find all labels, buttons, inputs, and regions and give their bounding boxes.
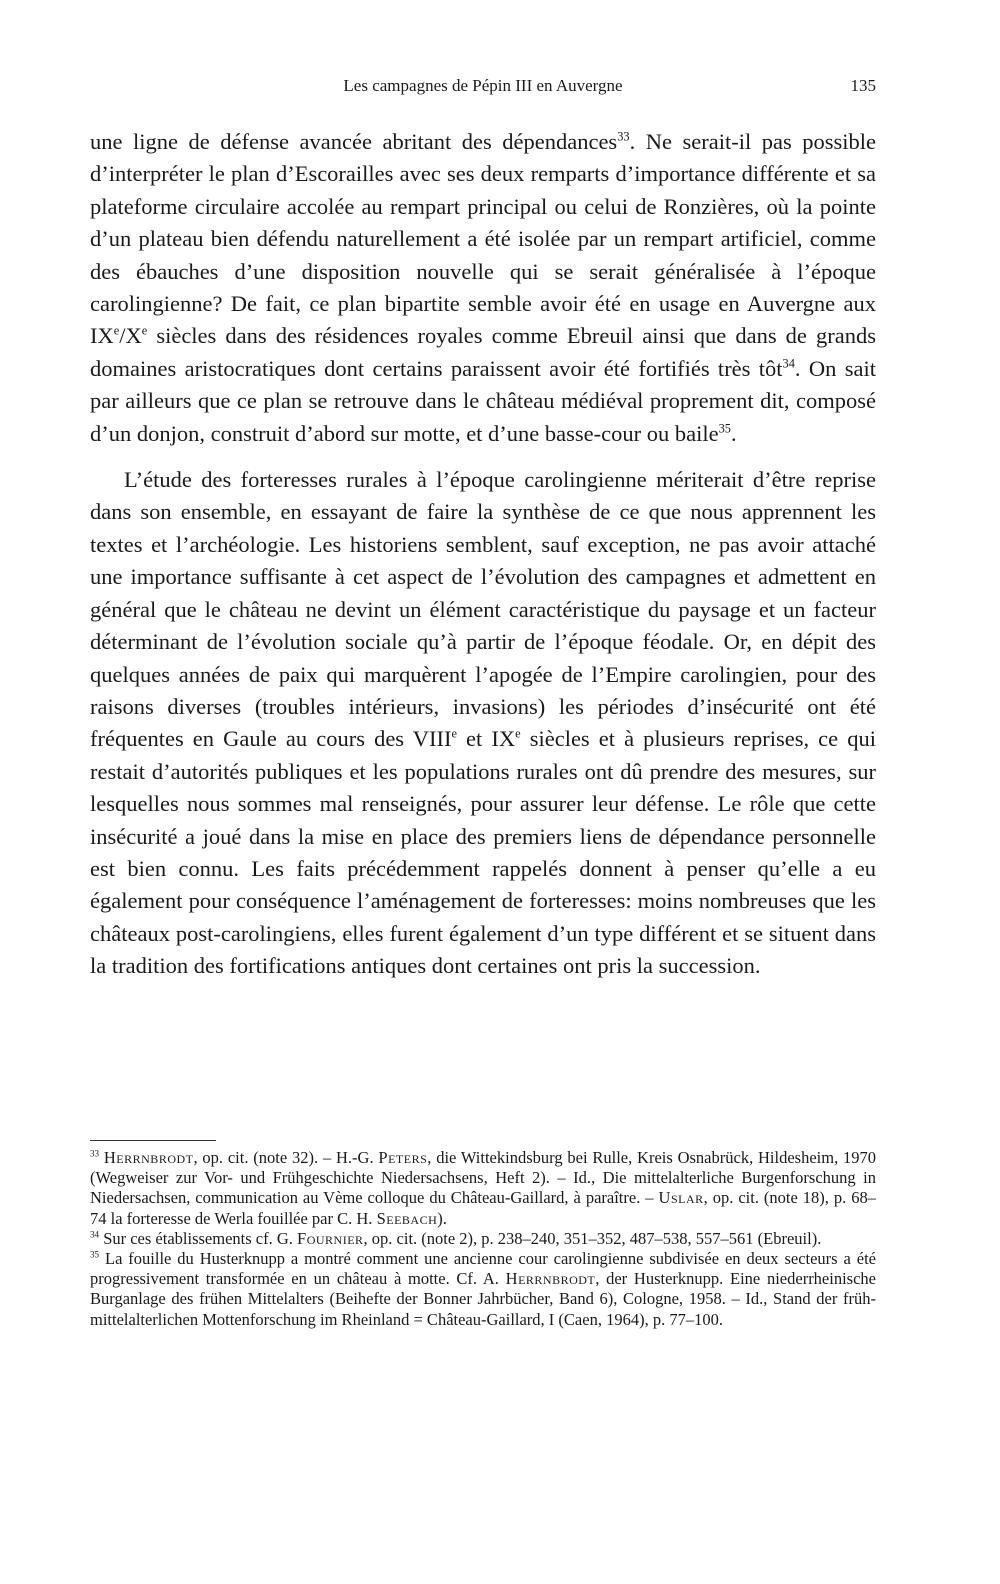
footnote-34: $^{34}$ Sur ces établissements cf. G. Fournier, op. cit. (note 2), p. 238–240, 351–352, 487–538, 557–561 (Ebreuil). [90, 1228, 822, 1248]
footnote-separator [90, 1140, 216, 1141]
footnote-ref-35: 35 [718, 421, 731, 436]
footnote-ref-34: 34 [782, 356, 795, 371]
footnote-number: 34 [90, 1229, 100, 1240]
paragraph-2: L’étude des forteresses rurales à l’époque carolingienne mériterait d’être reprise dans son ensemble, en essayant de faire la synthèse de ce que nous apprennent les textes et l’archéologie. Les historiens semblent, sauf exception, ne pas avoir attaché une importance suffisante à cet aspect de l’évolution des campagnes et admettent en général que le château ne devint un élément caractéristique du paysage et un facteur déterminant de l’évolution sociale qu’à partir de l’époque féodale. Or, en dépit des quelques années de paix qui marquèrent l’apogée de l’Empire carolingien, pour des raisons diverses (troubles intérieurs, invasions) les périodes d’insécurité ont été fréquentes en Gaule au cours des VIIIe et IXe siècles et à plusieurs reprises, ce qui restait d’autorités publiques et les populations rurales ont dû prendre des mesures, sur lesquelles nous sommes mal renseignés, pour assurer leur défense. Le rôle que cette insécurité a joué dans la mise en place des premiers liens de dépendance personnelle est bien connu. Les faits précédemment rappelés donnent à penser qu’elle a eu également pour conséquence l’aménagement de forteresses: moins nombreuses que les châteaux post-carolingiens, elles furent également d’un type différent et se situent dans la tradition des fortifications antiques dont certaines ont pris la succession. [90, 467, 876, 979]
footnote-number: 35 [90, 1249, 100, 1260]
footnote-number: 33 [90, 1148, 100, 1159]
footnote-35: $^{35}$ La fouille du Husterknupp a montré comment une ancienne cour carolingienne subdivisée en deux secteurs a été progressivement transformée en un château à motte. Cf. A. Herrnbrodt, der Husterknupp. Eine niederrheinische Burganlage des frühen Mittelalters (Beihefte der Bonner Jahrbücher, Band 6), Cologne, 1958. – Id., Stand der frühmittelalterlichen Mottenforschung im Rheinland = Château-Gaillard, I (Caen, 1964), p. 77–100. [90, 1249, 876, 1329]
page-header [90, 76, 876, 104]
footnote-33: $^{33}$ Herrnbrodt, op. cit. (note 32). – H.-G. Peters, die Wittekindsburg bei Rulle, Kreis Osnabrück, Hildesheim, 1970 (Wegweiser zur Vor- und Frühgeschichte Niedersachsens, Heft 2). – Id., Die mittelalterliche Burgenforschung in Niedersachsen, communication au Vème colloque du Château-Gaillard, à paraître. – Uslar, op. cit. (note 18), p. 68–74 la forteresse de Werla fouillée par C. H. Seebach). [90, 1148, 877, 1228]
paragraph-1: une ligne de défense avancée abritant des dépendances$^{33}$. Ne serait-il pas possible d’interpréter le plan d’Escorailles avec ses deux remparts d’importance différente et sa plateforme circulaire accolée au rempart principal ou celui de Ronzières, où la pointe d’un plateau bien défendu naturellement a été isolée par un rempart artificiel, comme des ébauches d’une disposition nouvelle qui se serait généralisée à l’époque carolingienne? De fait, ce plan bipartite semble avoir été en usage en Auvergne aux IXe/Xe siècles dans des résidences royales comme Ebreuil ainsi que dans de grands domaines aristocratiques dont certains paraissent avoir été fortifiés très tôt$^{34}$. On sait par ailleurs que ce plan se retrouve dans le château médiéval proprement dit, composé d’un donjon, construit d’abord sur motte, et d’une basse-cour ou baile$^{35}$. [90, 129, 876, 446]
main-text [90, 126, 876, 983]
footnotes [90, 1148, 876, 1330]
footnote-ref-33: 33 [617, 129, 630, 144]
running-title: Les campagnes de Pépin III en Auvergne [343, 76, 623, 95]
page-number: 135 [850, 76, 876, 95]
